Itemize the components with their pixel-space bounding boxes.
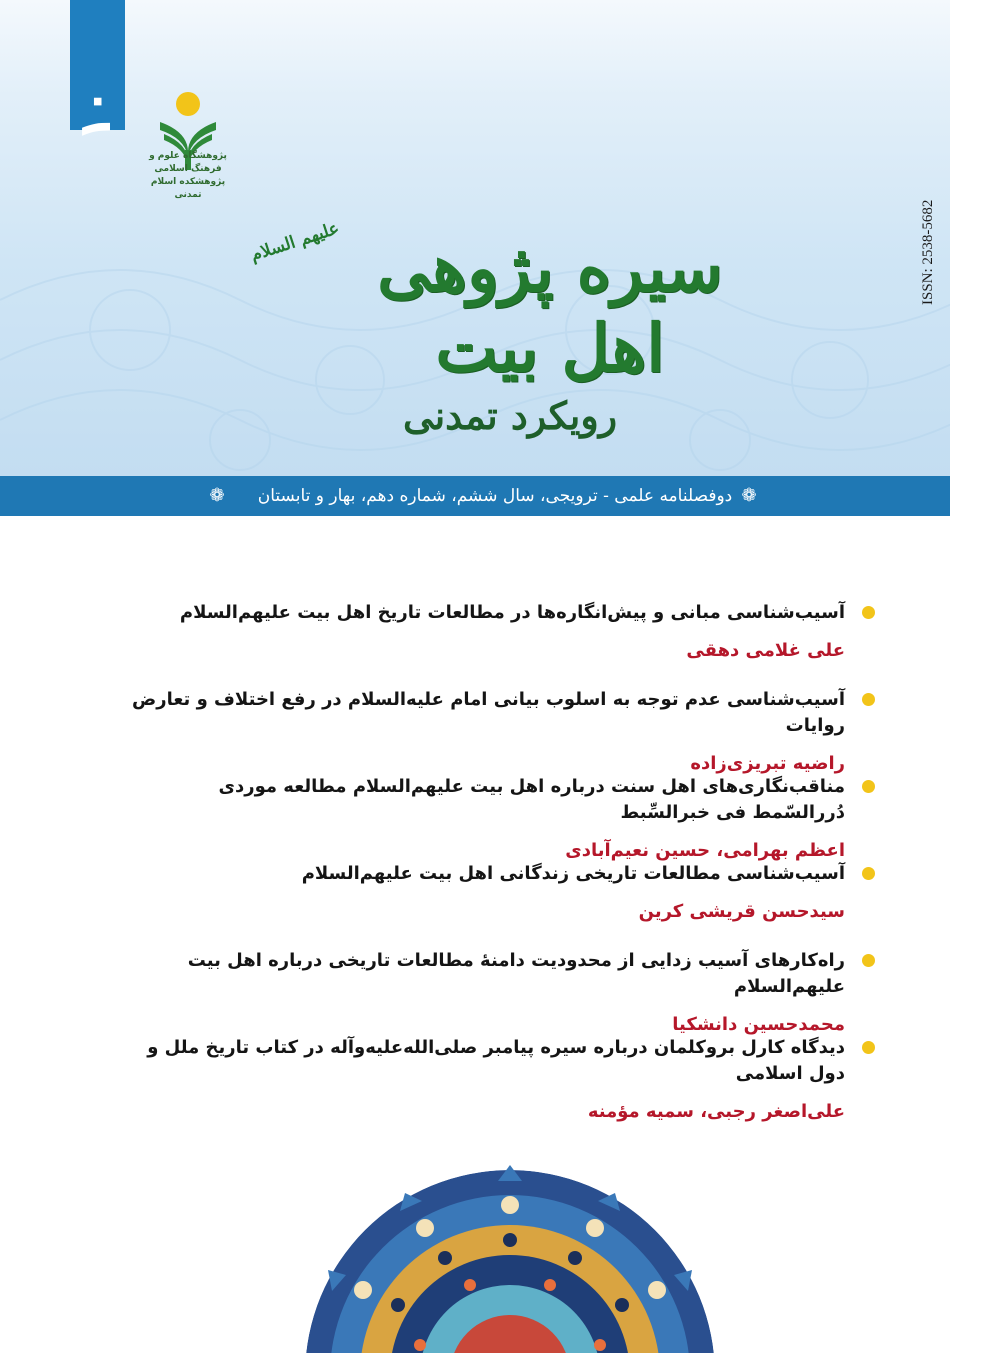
journal-title: سیره پژوهی اهل بیت	[377, 229, 723, 387]
journal-subtitle: رویکرد تمدنی	[402, 393, 618, 438]
article-authors: سیدحسن قریشی کرین	[638, 901, 845, 922]
publisher-name	[140, 150, 236, 202]
article-authors: علی غلامی دهقی	[686, 640, 845, 661]
ornament-right-icon: ❁	[741, 485, 757, 506]
article-entry	[125, 687, 845, 777]
spine	[950, 0, 1000, 1353]
journal-info-text: دوفصلنامه علمی - ترویجی، سال ششم، شماره دهم، بهار و تابستان ۱۳۹۹	[257, 486, 733, 546]
article-title: آسیب‌شناسی عدم توجه به اسلوب بیانی امام علیه‌السلام در رفع اختلاف و تعارض روایات	[132, 689, 845, 736]
article-authors: محمدحسین دانشکیا	[672, 1014, 845, 1035]
article-authors: راضیه تبریزی‌زاده	[690, 753, 845, 774]
bullet-icon	[862, 1041, 875, 1054]
issue-number-block	[70, 0, 125, 142]
article-entry	[125, 600, 845, 664]
article-title: آسیب‌شناسی مطالعات تاریخی زندگانی اهل بیت علیهم‌السلام	[301, 863, 845, 884]
bullet-icon	[862, 780, 875, 793]
issn-wrapper	[920, 199, 936, 306]
bullet-icon	[862, 954, 875, 967]
publisher-line-2: پژوهشکده اسلام تمدنی	[150, 177, 226, 200]
article-authors: علی‌اصغر رجبی، سمیه مؤمنه	[587, 1101, 845, 1122]
article-title: راه‌کارهای آسیب زدایی از محدودیت دامنهٔ مطالعات تاریخی درباره اهل بیت علیهم‌السلام	[187, 950, 845, 997]
mosaic-ornament	[300, 1165, 720, 1353]
article-authors: اعظم بهرامی، حسین نعیم‌آبادی	[565, 840, 845, 861]
bullet-icon	[862, 606, 875, 619]
article-title: آسیب‌شناسی مبانی و پیش‌انگاره‌ها در مطالعات تاریخ اهل بیت علیهم‌السلام	[179, 602, 845, 623]
article-entry	[125, 774, 845, 864]
issue-number: ۱۰	[70, 88, 121, 142]
bullet-icon	[862, 867, 875, 880]
bullet-icon	[862, 693, 875, 706]
ornament-left-icon: ❁	[209, 485, 225, 506]
article-entry	[125, 861, 845, 925]
article-entry	[125, 948, 845, 1038]
article-title: مناقب‌نگاری‌های اهل سنت درباره اهل بیت علیهم‌السلام مطالعه موردی دُررالسّمط فی خبرالسِّبط	[218, 776, 845, 823]
issn: ISSN: 2538-5682	[920, 199, 936, 305]
title-honorific: علیهم السلام	[248, 218, 342, 266]
article-title: دیدگاه کارل بروکلمان درباره سیره پیامبر صلی‌الله‌علیه‌وآله در کتاب تاریخ ملل و دول اسلامی	[147, 1037, 845, 1084]
title-banner	[0, 0, 950, 476]
publisher-line-1: پژوهشگاه علوم و فرهنگ اسلامی	[149, 151, 227, 174]
article-entry	[125, 1035, 845, 1125]
